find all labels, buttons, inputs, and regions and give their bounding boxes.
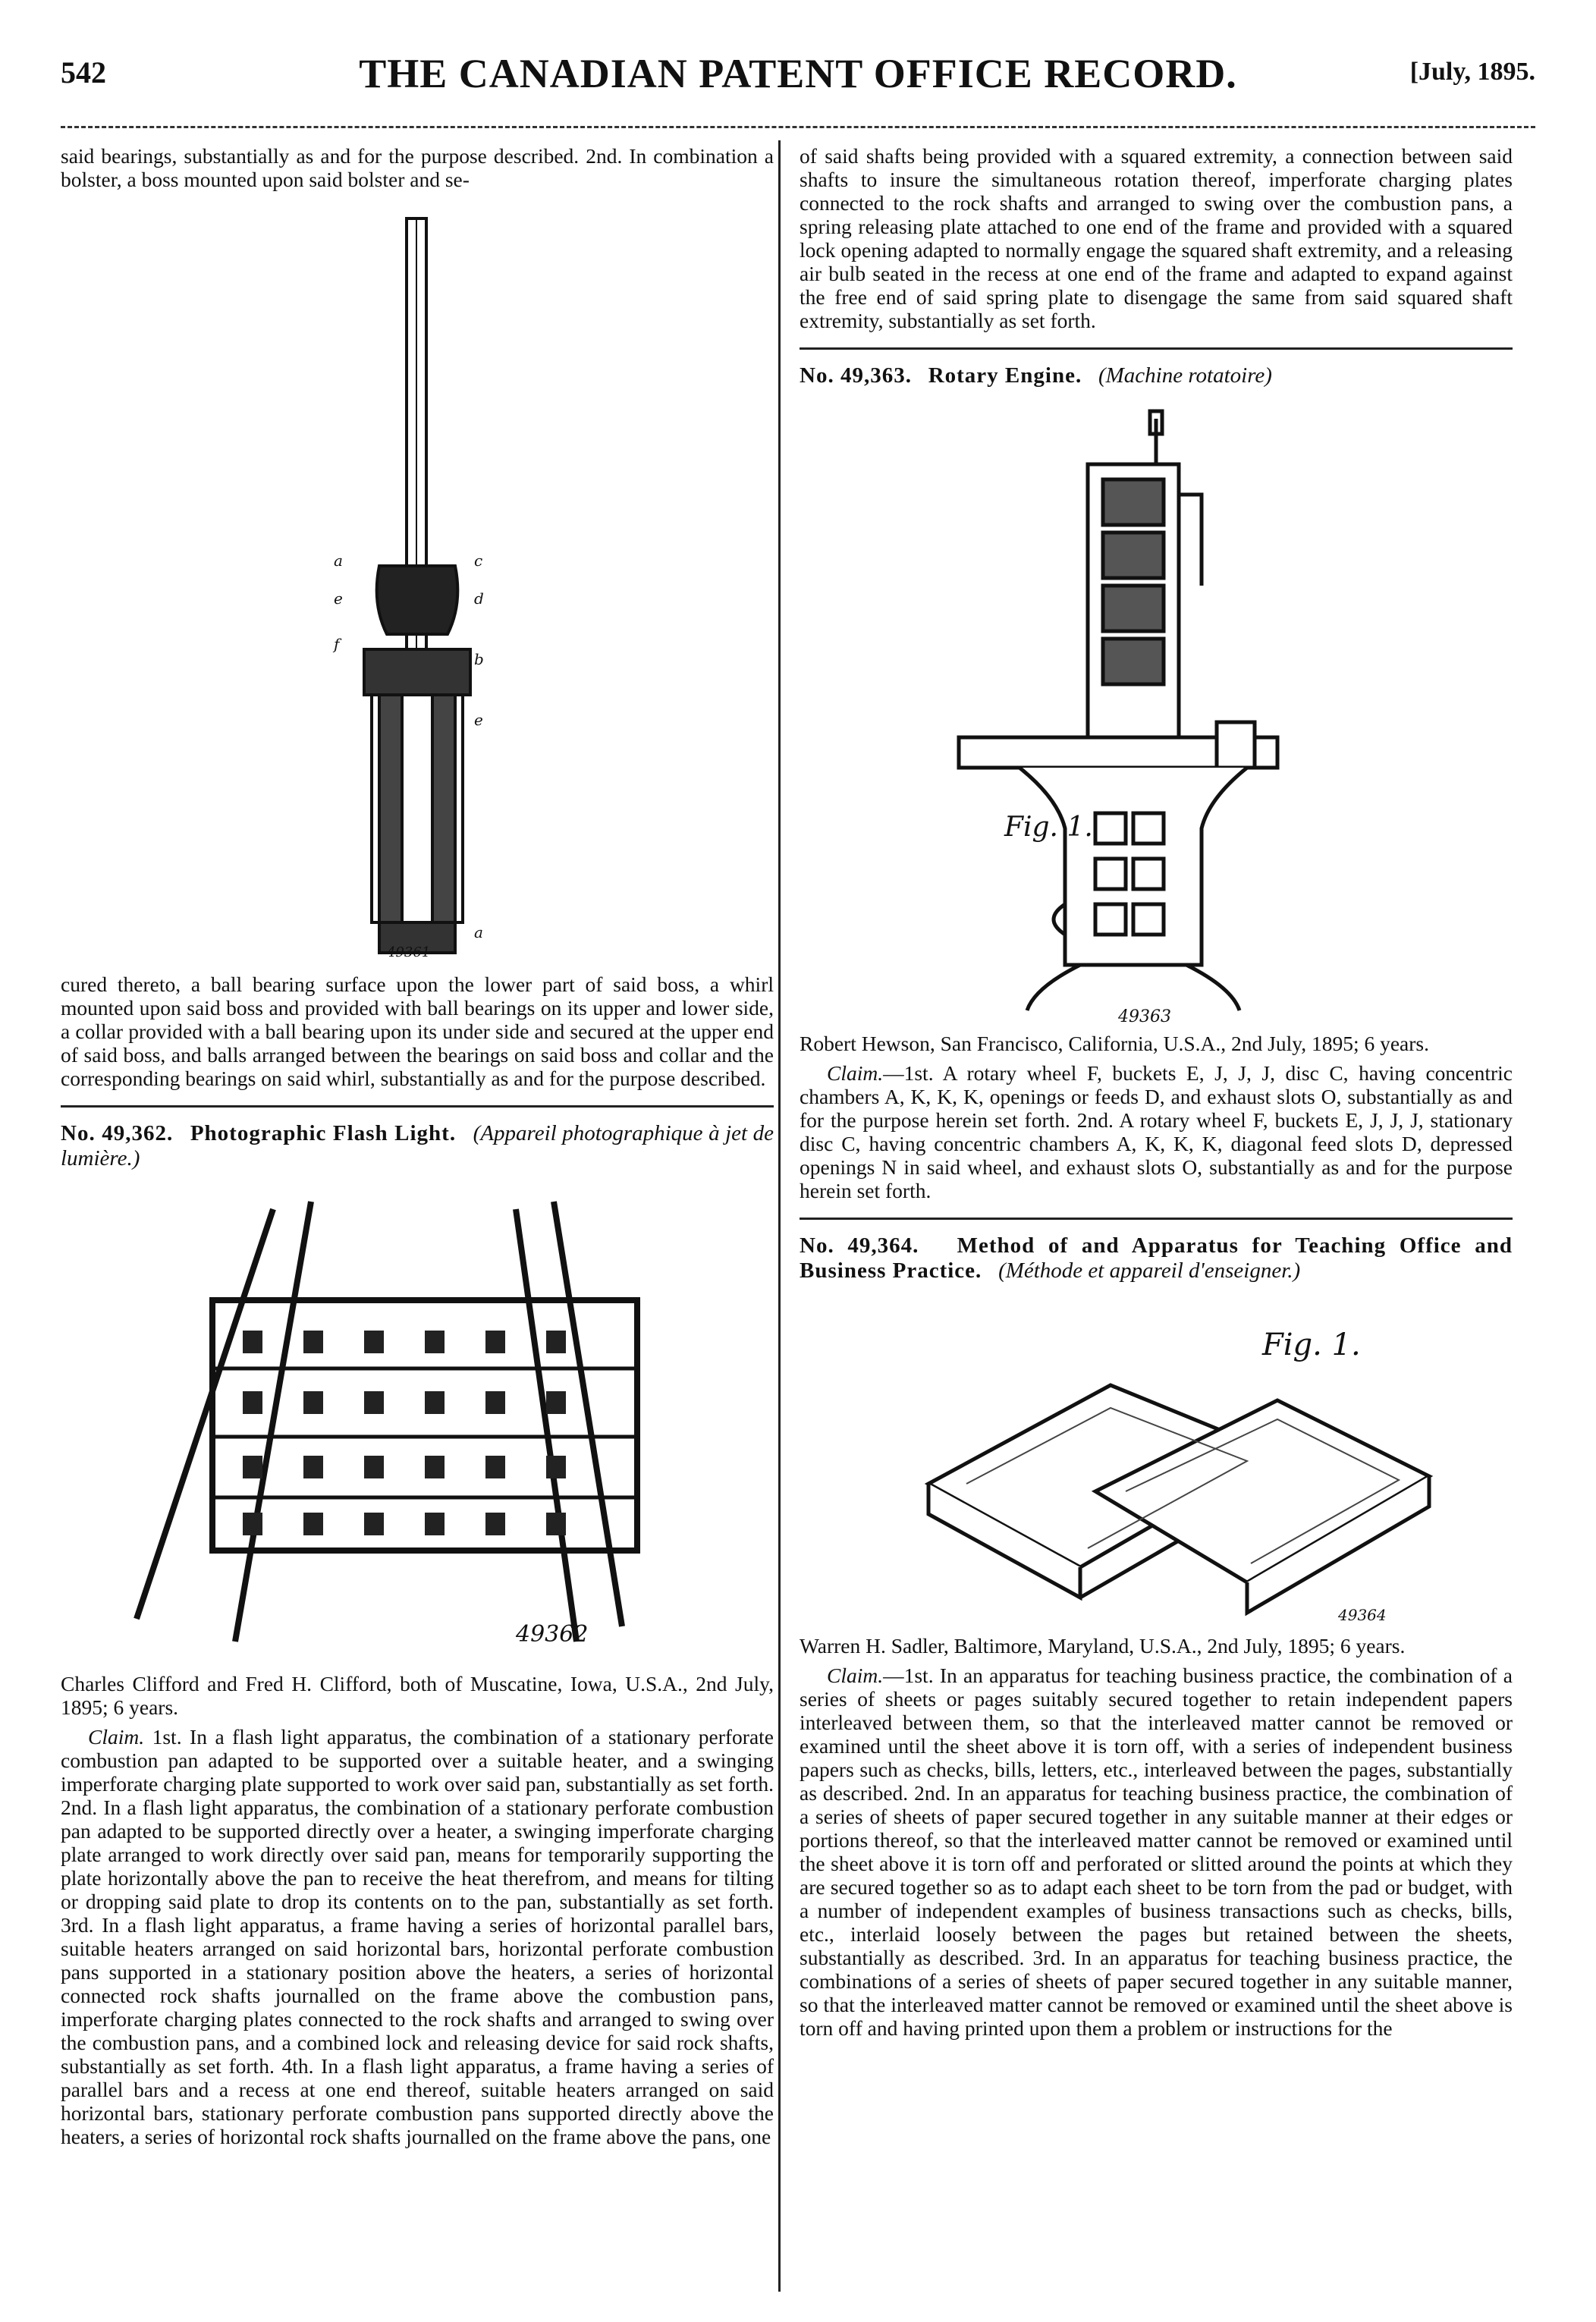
- entry-49363-number: No. 49,363.: [800, 363, 912, 388]
- section-rule: [800, 1218, 1513, 1220]
- page-number: 542: [61, 55, 106, 90]
- section-rule: [800, 347, 1513, 350]
- figure-rotary-engine: [928, 404, 1384, 1026]
- figure-spindle: [265, 209, 569, 960]
- figure-49363-number: 49363: [1118, 1007, 1171, 1026]
- entry-49362-number: No. 49,362.: [61, 1121, 174, 1145]
- svg-text:f: f: [334, 635, 340, 653]
- entry-49362-inventors: Charles Clifford and Fred H. Clifford, both of Muscatine, Iowa, U.S.A., 2nd July, 1895; 6 years.: [61, 1672, 774, 1719]
- entry-49362-claim-label: Claim.: [88, 1725, 145, 1749]
- entry-49363-claim: [800, 1061, 1513, 1202]
- header-rule: [61, 126, 1535, 128]
- entry-49362-claim: [61, 1725, 774, 2148]
- figure-teaching-apparatus: [868, 1294, 1444, 1628]
- section-rule: [61, 1105, 774, 1108]
- svg-text:b: b: [474, 650, 484, 668]
- entry-49363-claim-text: —1st. A rotary wheel F, buckets E, J, J, J, disc C, having concentric chambers A, K, K, K, openings or feeds D, and exhaust slots O, substantially as and for the purpose herein set forth. 2nd. A rotary wheel F, buckets E, J, J, J, stationary disc C, having concentric chambers A, K, K, K, diagonal feed slots D, depressed openings N in said wheel, and exhaust slots O, substantially as and for the purpose herein set forth.: [800, 1061, 1513, 1202]
- issue-date: [July, 1895.: [1409, 58, 1535, 86]
- svg-text:c: c: [474, 551, 483, 570]
- entry-49363-claim-label: Claim.: [827, 1061, 884, 1085]
- entry-49364-heading: [800, 1233, 1513, 1284]
- rotary-engine-drawing: [928, 404, 1384, 1026]
- column-divider: [778, 140, 781, 2292]
- publication-title: THE CANADIAN PATENT OFFICE RECORD.: [359, 51, 1237, 96]
- entry-49364-number: No. 49,364.: [800, 1233, 919, 1258]
- entry-49362-french-title: (Appareil photographique à jet de lumière.): [61, 1121, 774, 1170]
- entry-49364-claim-label: Claim.: [827, 1664, 884, 1687]
- svg-text:a: a: [334, 551, 343, 570]
- left-column: [61, 144, 774, 2148]
- spindle-drawing: [265, 209, 569, 960]
- entry-49364-french-title: (Méthode et appareil d'enseigner.): [998, 1258, 1301, 1283]
- continuation-text: of said shafts being provided with a squared extremity, a connection between said shafts to insure the simultaneous rotation thereof, imperforate charging plates connected to the rock shafts and arranged to swing over the combustion pans, a spring releasing plate attached to one end of the frame and provided with a squared lock opening adapted to normally engage the squared shaft extremity, and a releasing air bulb seated in the recess at one end of the frame and adapted to expand against the free end of said spring plate to disengage the same from said squared shaft extremity, substantially as set forth.: [800, 144, 1513, 332]
- figure-49363-label: Fig. 1.: [1004, 812, 1093, 843]
- page-header: [61, 50, 1535, 111]
- right-column: [800, 144, 1513, 2040]
- teaching-apparatus-drawing: [868, 1294, 1444, 1628]
- entry-49363-inventors: Robert Hewson, San Francisco, California, U.S.A., 2nd July, 1895; 6 years.: [800, 1032, 1429, 1055]
- svg-text:e: e: [474, 711, 483, 729]
- figure-49364-label: Fig. 1.: [1262, 1328, 1361, 1362]
- flash-light-drawing: [106, 1186, 728, 1664]
- entry-49363-title: Rotary Engine.: [928, 363, 1082, 388]
- entry-49363-french-title: (Machine rotatoire): [1098, 363, 1272, 388]
- figure-49364-number: 49364: [1338, 1606, 1387, 1624]
- intro-text-top: said bearings, substantially as and for the purpose described. 2nd. In combination a bolster, a boss mounted upon said bolster and se-: [61, 144, 774, 191]
- entry-49364-claim: [800, 1664, 1513, 2040]
- intro-text-bottom: cured thereto, a ball bearing surface upon the lower part of said boss, a whirl mounted upon said boss and provided with ball bearings on its upper and lower side, a collar provided with a ball bearing upon its under side and secured at the upper end of said boss, and balls arranged between the bearings on said boss and collar and the corresponding bearings on said whirl, substantially as and for the purpose described.: [61, 972, 774, 1090]
- entry-49364-claim-text: —1st. In an apparatus for teaching business practice, the combination of a series of sheets or pages suitably secured together to retain independent papers interleaved between them, so that the interleaved matter cannot be removed or examined until the sheet above it is torn off, with a series of independent business papers such as checks, bills, letters, etc., interleaved between the pages, substantially as described. 2nd. In an apparatus for teaching business practice, the combination of a series of sheets of paper secured together in any suitable manner at their edges or portions thereof, so that the interleaved matter cannot be removed or examined until the sheet above it is torn off and perforated or slitted around the points at which they are secured together so as to adapt each sheet to be torn from the pad or budget, with a number of independent examples of business transactions such as checks, bills, etc., interlaid loosely between the pages but retained between the sheets, substantially as described. 3rd. In an apparatus for teaching business practice, the combinations of a series of sheets of paper secured together in any suitable manner, so that the interleaved matter cannot be removed or examined until the sheet above is torn off and having printed upon them a problem or instructions for the: [800, 1664, 1513, 2040]
- entry-49362-title: Photographic Flash Light.: [190, 1121, 457, 1145]
- svg-text:e: e: [334, 589, 343, 608]
- figure1-number: 49361: [387, 944, 431, 960]
- entry-49363-heading: [800, 363, 1513, 388]
- entry-49362-heading: [61, 1121, 774, 1171]
- svg-text:d: d: [474, 589, 484, 608]
- figure-49362-number: 49362: [516, 1621, 589, 1648]
- entry-49362-claim-text: 1st. In a flash light apparatus, the combination of a stationary perforate combustion pan adapted to be supported over a suitable heater, and a swinging imperforate charging plate supported to work over said pan, substantially as set forth. 2nd. In a flash light apparatus, the combination of a stationary perforate combustion pan adapted to be supported directly over a heater, a swinging imperforate charging plate arranged to work directly over said pan, means for temporarily supporting the plate horizontally above the pan to receive the heat therefrom, and means for tilting or dropping said plate to drop its contents on to the pan, substantially as set forth. 3rd. In a flash light apparatus, a frame having a series of horizontal parallel bars, suitable heaters arranged on said horizontal bars, horizontal perforate combustion pans supported in a stationary position above the heaters, a series of horizontal connected rock shafts journalled on the frame above the combustion pans, imperforate charging plates connected to the rock shafts and arranged to swing over the combustion pans, and a combined lock and releasing device for said rock shafts, substantially as set forth. 4th. In a flash light apparatus, a frame having a series of parallel bars and a recess at one end thereof, suitable heaters arranged on said horizontal bars, stationary perforate combustion pans supported directly above the heaters, a series of horizontal rock shafts journalled on the frame above the pans, one: [61, 1725, 774, 2148]
- entry-49364-title: Method of and Apparatus for Teaching Office and Business Practice.: [800, 1233, 1513, 1283]
- svg-text:a: a: [474, 923, 483, 941]
- figure-flash-light: [106, 1186, 728, 1664]
- entry-49364-inventors: Warren H. Sadler, Baltimore, Maryland, U.S.A., 2nd July, 1895; 6 years.: [800, 1634, 1406, 1657]
